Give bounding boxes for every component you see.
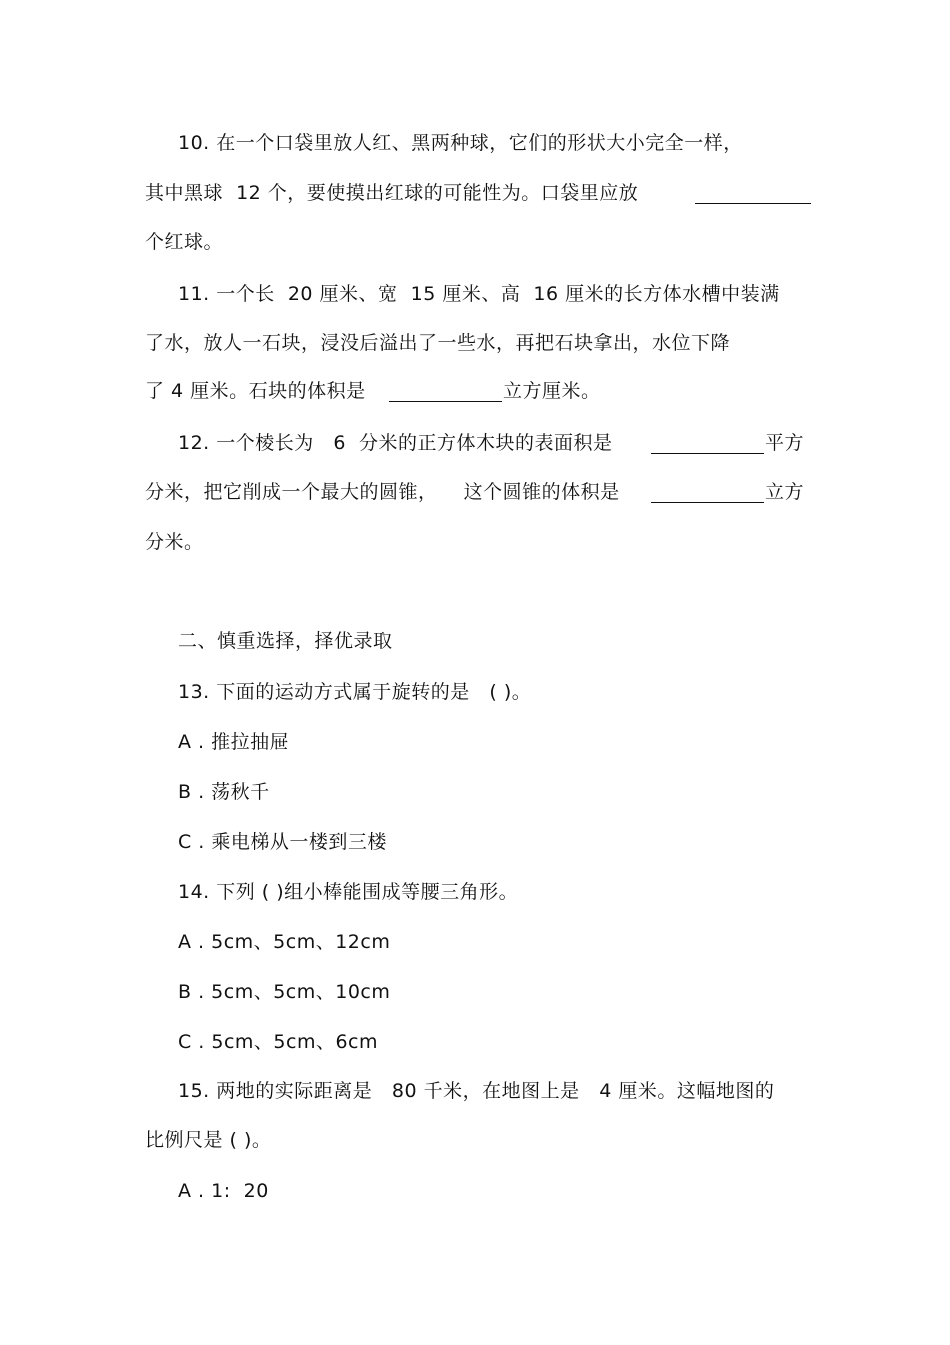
q14-option-b[interactable]: B . 5cm、5cm、10cm	[178, 981, 391, 1003]
q13-option-b[interactable]: B . 荡秋千	[178, 781, 270, 803]
q11-line1: 11. 一个长 20 厘米、宽 15 厘米、高 16 厘米的长方体水槽中装满	[178, 283, 780, 305]
q10-answer-blank[interactable]	[695, 183, 811, 204]
q12-unit-1: 平方	[765, 432, 805, 454]
q12-line3: 分米。	[145, 531, 204, 553]
section-title: 二、慎重选择，择优录取	[178, 630, 393, 652]
q13-option-c[interactable]: C . 乘电梯从一楼到三楼	[178, 831, 387, 853]
q12-line1: 12. 一个棱长为 6 分米的正方体木块的表面积是	[178, 432, 613, 454]
q15-line2: 比例尺是 ( )。	[145, 1129, 272, 1151]
q15-line1: 15. 两地的实际距离是 80 千米，在地图上是 4 厘米。这幅地图的	[178, 1080, 775, 1102]
q10-line2-text: 其中黑球 12 个，要使摸出红球的可能性为。口袋里应放	[145, 182, 639, 204]
q12-unit-2: 立方	[765, 481, 805, 503]
q12-line2: 分米，把它削成一个最大的圆锥， 这个圆锥的体积是	[145, 481, 620, 503]
q11-answer-blank[interactable]	[389, 381, 502, 402]
q15-option-a[interactable]: A . 1: 20	[178, 1180, 269, 1202]
q14-stem: 14. 下列 ( )组小棒能围成等腰三角形。	[178, 881, 519, 903]
q11-unit: 立方厘米。	[503, 380, 601, 402]
q10-line2	[145, 180, 638, 206]
q12-answer-blank-1[interactable]	[651, 433, 764, 454]
q11-line2: 了水，放人一石块，浸没后溢出了一些水，再把石块拿出，水位下降	[145, 332, 731, 354]
q12-answer-blank-2[interactable]	[651, 482, 764, 503]
q10-line1: 10. 在一个口袋里放人红、黑两种球，它们的形状大小完全一样，	[178, 132, 743, 154]
q14-option-a[interactable]: A . 5cm、5cm、12cm	[178, 931, 391, 953]
q14-option-c[interactable]: C . 5cm、5cm、6cm	[178, 1031, 379, 1053]
q13-stem: 13. 下面的运动方式属于旋转的是 ( )。	[178, 681, 532, 703]
q10-line3: 个红球。	[145, 231, 224, 253]
q11-line3-text: 了 4 厘米。石块的体积是	[145, 380, 366, 402]
q13-option-a[interactable]: A . 推拉抽屉	[178, 731, 290, 753]
q11-line3	[145, 378, 366, 404]
